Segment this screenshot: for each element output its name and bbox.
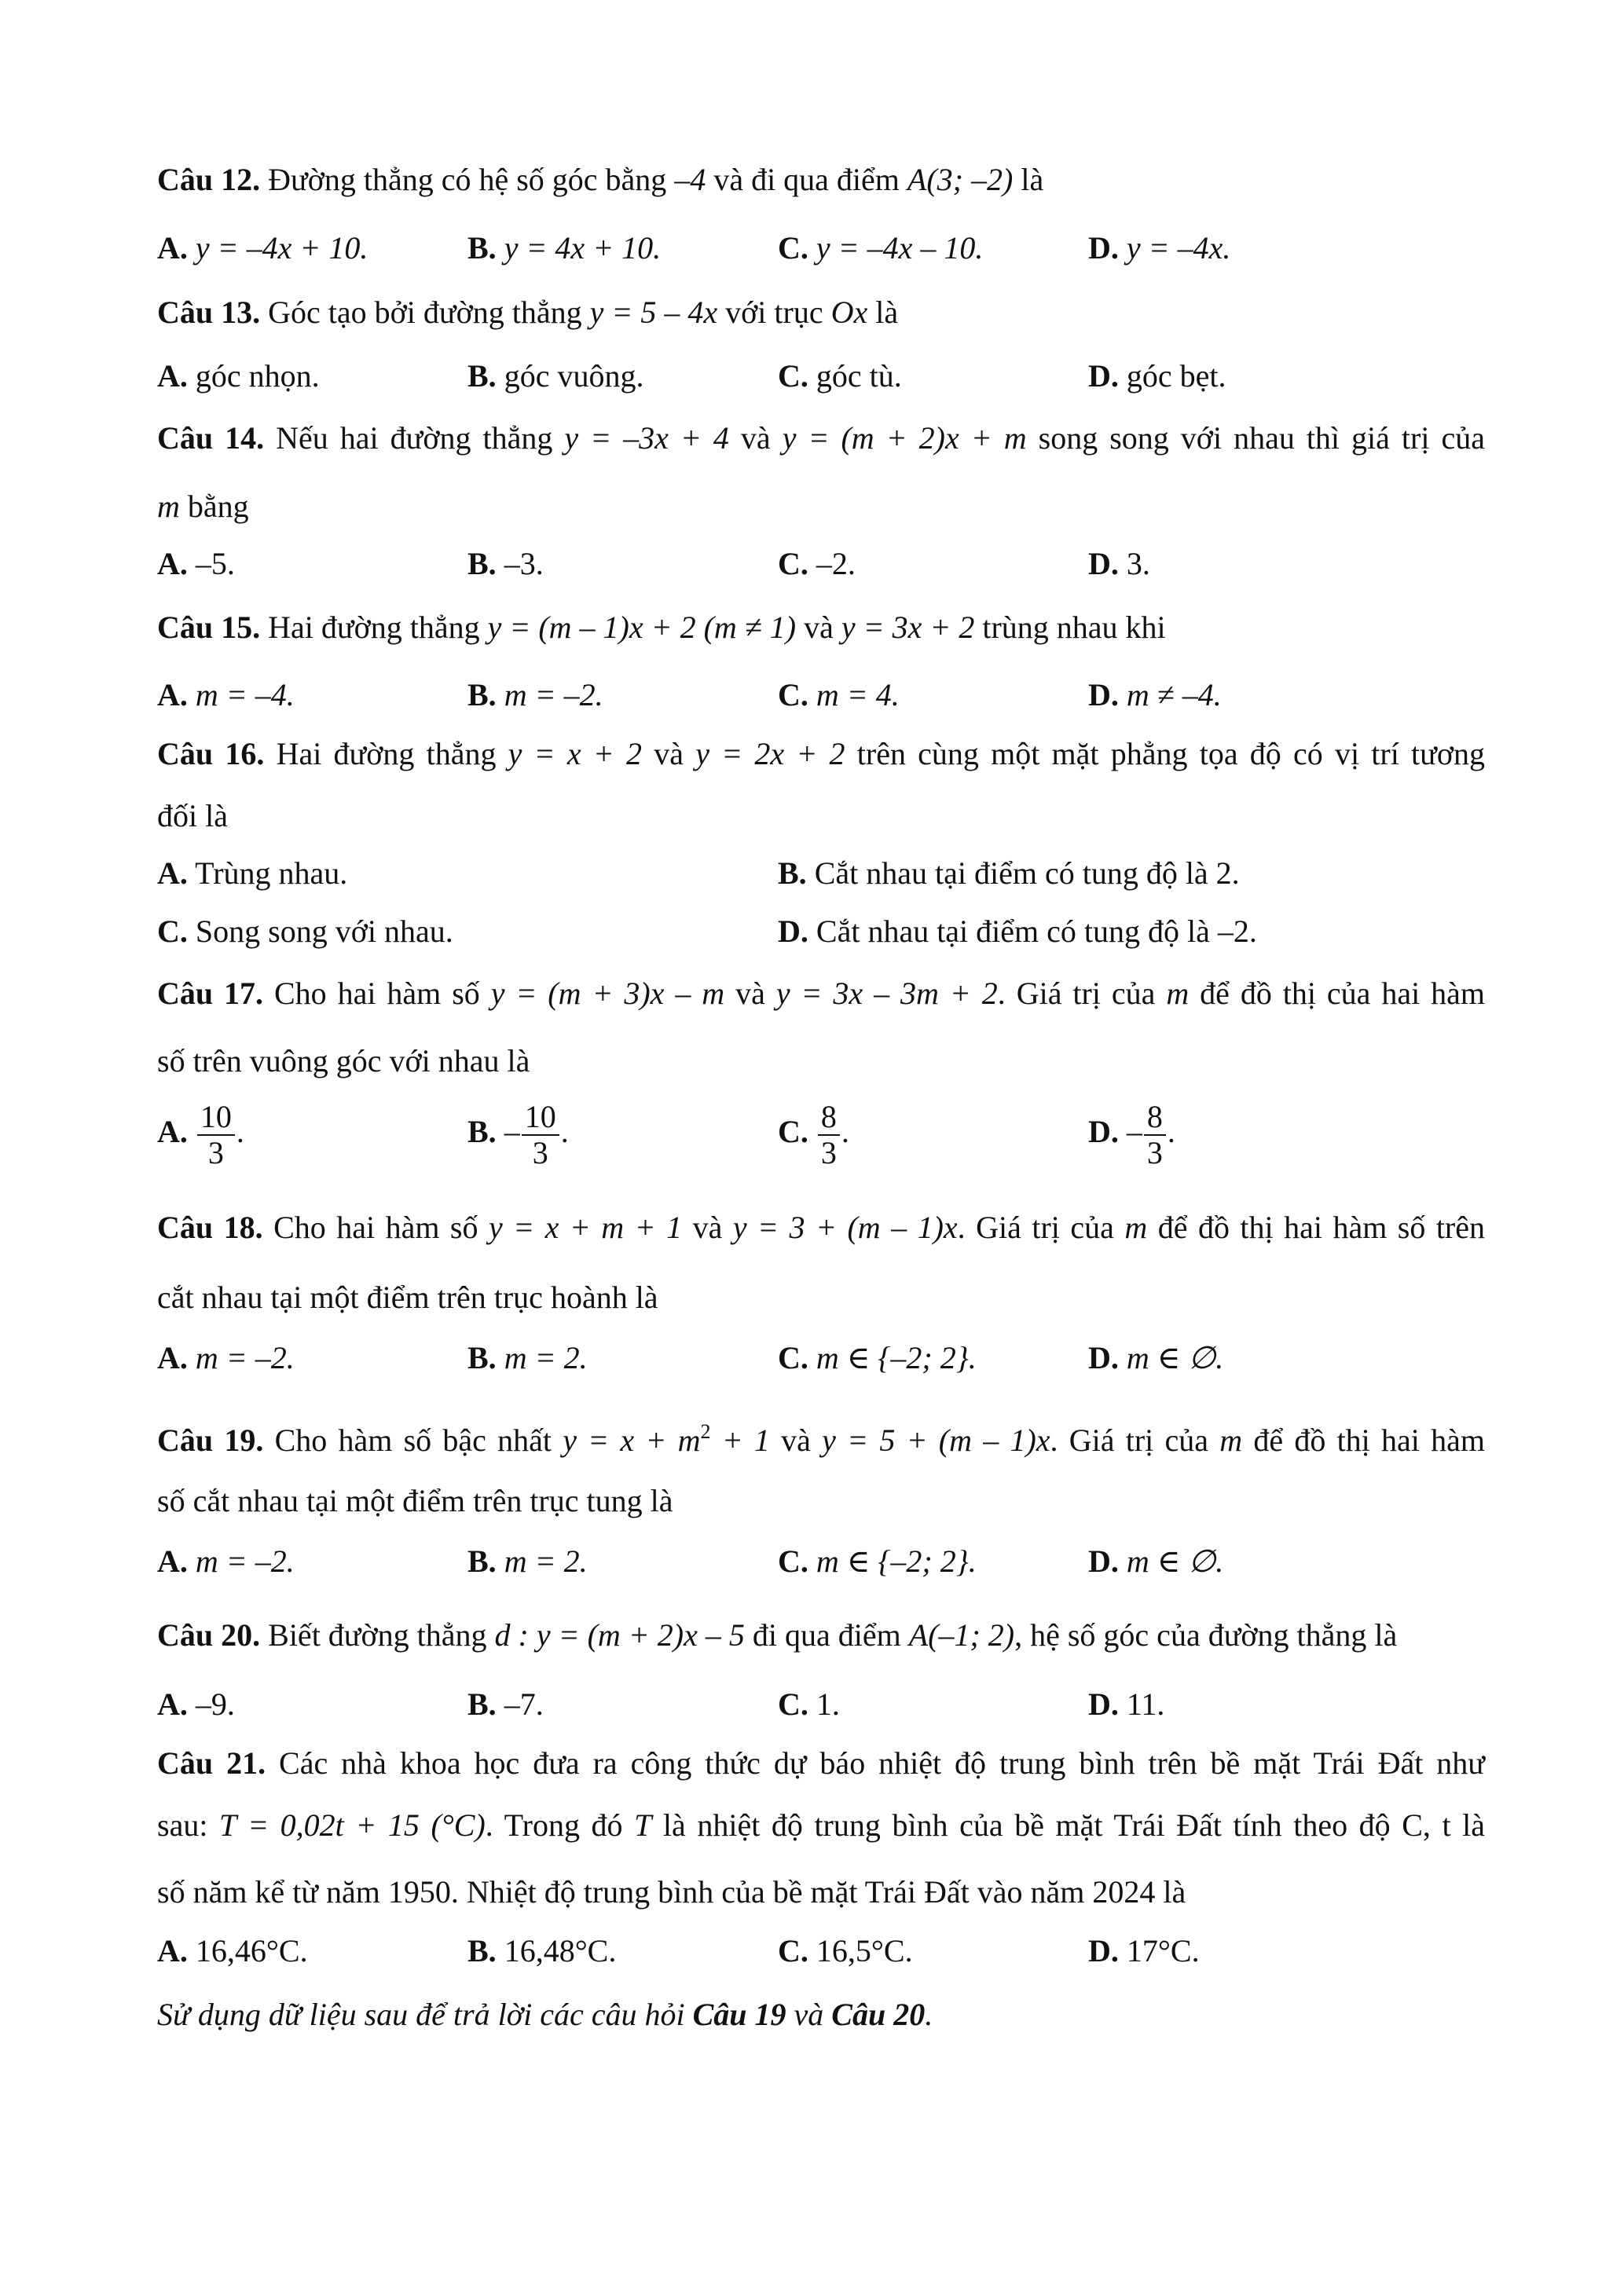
- option-letter: A.: [157, 677, 188, 712]
- question-21-stem-line3: số năm kể từ năm 1950. Nhiệt độ trung bình của bề mặt Trái Đất vào năm 2024 là: [157, 1874, 1186, 1910]
- option-text: góc vuông.: [504, 358, 644, 394]
- math-expr: Ox: [830, 295, 868, 330]
- numerator: 10: [197, 1100, 235, 1136]
- option-text: m = –2.: [195, 1543, 295, 1579]
- option-a[interactable]: A. $\frac{10}{3}$ .: [157, 1099, 244, 1170]
- option-c[interactable]: [778, 357, 902, 395]
- option-d[interactable]: [1088, 1543, 1223, 1580]
- fraction: [818, 1100, 840, 1170]
- option-text: m = 2.: [504, 1340, 588, 1375]
- option-d[interactable]: [1088, 357, 1226, 395]
- option-letter: B.: [467, 1933, 497, 1968]
- option-text: –2.: [816, 546, 856, 581]
- math-expr: m: [1166, 976, 1190, 1011]
- option-letter: C.: [778, 1933, 808, 1968]
- option-letter: D.: [1088, 1686, 1119, 1722]
- math-expr: A(3; –2): [907, 162, 1014, 197]
- option-text: m ∈ ∅.: [1126, 1340, 1224, 1375]
- stem-text: là: [867, 295, 899, 330]
- question-label: Câu 18.: [157, 1210, 263, 1245]
- option-a[interactable]: [157, 676, 295, 714]
- stem-text: Nếu hai đường thẳng: [264, 420, 565, 456]
- option-letter: C.: [778, 1340, 808, 1375]
- stem-text: để đồ thị hai hàm số trên: [1147, 1210, 1485, 1245]
- option-b[interactable]: [467, 545, 544, 583]
- math-expr: –4: [674, 162, 706, 197]
- stem-text: sau:: [157, 1807, 219, 1843]
- option-d[interactable]: [1088, 676, 1222, 714]
- fraction: [522, 1100, 559, 1170]
- option-text: m = 4.: [816, 677, 900, 712]
- option-text: 16,5°C.: [816, 1933, 913, 1968]
- option-text: m = –4.: [195, 677, 295, 712]
- stem-text: Cho hai hàm số: [263, 976, 491, 1011]
- option-letter: D.: [1088, 1543, 1119, 1579]
- question-18-stem: [157, 1209, 1485, 1247]
- option-letter: A.: [157, 546, 188, 581]
- stem-text: với trục: [717, 295, 831, 330]
- option-letter: C.: [778, 230, 808, 265]
- option-text: góc tù.: [816, 358, 902, 394]
- question-label: Câu 20.: [157, 1617, 261, 1653]
- question-19-stem: [157, 1413, 1485, 1459]
- option-a[interactable]: [157, 1543, 295, 1580]
- stem-text: và: [724, 976, 776, 1011]
- option-letter: B.: [467, 230, 497, 265]
- option-text: Trùng nhau.: [195, 855, 348, 891]
- option-letter: D.: [1088, 1114, 1119, 1150]
- question-12-stem: [157, 161, 1043, 199]
- option-b[interactable]: [467, 1686, 544, 1723]
- math-expr: y = 2x + 2: [695, 736, 845, 771]
- stem-text: và: [796, 610, 841, 645]
- option-text: –9.: [195, 1686, 235, 1722]
- stem-text: . Trong đó: [485, 1807, 635, 1843]
- question-13-stem: [157, 294, 898, 331]
- fraction: [197, 1100, 235, 1170]
- stem-text: và: [728, 420, 783, 456]
- stem-text: và: [682, 1210, 733, 1245]
- math-expr: m: [1219, 1423, 1243, 1458]
- option-b[interactable]: [467, 1339, 588, 1377]
- option-a[interactable]: [157, 229, 368, 267]
- option-letter: D.: [1088, 677, 1119, 712]
- usage-note: [157, 1996, 933, 2034]
- option-letter: C.: [778, 358, 808, 394]
- denominator: 3: [207, 1135, 224, 1170]
- option-d[interactable]: D. – $\frac{8}{3}$ .: [1088, 1099, 1175, 1170]
- option-d[interactable]: [778, 913, 1257, 950]
- option-b[interactable]: B. – $\frac{10}{3}$ .: [467, 1099, 569, 1170]
- stem-text: . Giá trị của: [997, 976, 1167, 1011]
- question-label: Câu 19.: [157, 1423, 264, 1458]
- note-text: Sử dụng dữ liệu sau để trả lời các câu hỏi: [157, 1997, 693, 2032]
- stem-text: Biết đường thẳng: [260, 1617, 495, 1653]
- option-letter: A.: [157, 230, 188, 265]
- denominator: 3: [820, 1135, 837, 1170]
- question-14-stem: [157, 419, 1485, 457]
- exponent: 2: [700, 1420, 711, 1443]
- option-text: góc nhọn.: [195, 358, 320, 394]
- option-letter: B.: [467, 358, 497, 394]
- math-expr: y = –3x + 4: [564, 420, 729, 456]
- numerator: 10: [522, 1100, 559, 1136]
- stem-text: Hai đường thẳng: [264, 736, 508, 771]
- option-c[interactable]: [778, 676, 900, 714]
- math-expr: y = x + m: [563, 1423, 701, 1458]
- option-d[interactable]: [1088, 1339, 1223, 1377]
- question-label: Câu 14.: [157, 420, 265, 456]
- option-letter: B.: [467, 1114, 497, 1150]
- option-letter: D.: [1088, 1340, 1119, 1375]
- option-text: Cắt nhau tại điểm có tung độ là 2.: [814, 855, 1240, 891]
- option-letter: C.: [778, 1686, 808, 1722]
- option-text: y = –4x – 10.: [816, 230, 984, 265]
- option-text: –7.: [504, 1686, 544, 1722]
- stem-text: Cho hàm số bậc nhất: [263, 1423, 563, 1458]
- math-expr: y = 3x – 3m + 2: [775, 976, 998, 1011]
- option-text: m = 2.: [504, 1543, 588, 1579]
- stem-text: bằng: [179, 489, 249, 524]
- stem-text: để đồ thị hai hàm: [1242, 1423, 1485, 1458]
- option-letter: C.: [778, 546, 808, 581]
- stem-text: Đường thẳng có hệ số góc bằng: [260, 162, 675, 197]
- option-text: Cắt nhau tại điểm có tung độ là –2.: [816, 914, 1257, 949]
- option-letter: A.: [157, 358, 188, 394]
- option-b[interactable]: [467, 1543, 588, 1580]
- question-label: Câu 17.: [157, 976, 264, 1011]
- option-text: góc bẹt.: [1126, 358, 1226, 394]
- math-expr: T: [634, 1807, 652, 1843]
- stem-text: . Giá trị của: [1050, 1423, 1220, 1458]
- option-d[interactable]: [1088, 1686, 1164, 1723]
- option-a[interactable]: [157, 357, 320, 395]
- option-b[interactable]: [778, 855, 1240, 892]
- option-letter: B.: [467, 1686, 497, 1722]
- math-expr: y = x + m + 1: [488, 1210, 683, 1245]
- option-letter: D.: [778, 914, 808, 949]
- math-expr: y = (m + 3)x – m: [490, 976, 725, 1011]
- option-letter: B.: [467, 1543, 497, 1579]
- option-text: 16,48°C.: [504, 1933, 617, 1968]
- option-text: m ∈ {–2; 2}.: [816, 1340, 977, 1375]
- option-text: 16,46°C.: [195, 1933, 308, 1968]
- stem-text: , hệ số góc của đường thẳng là: [1014, 1617, 1398, 1653]
- option-b[interactable]: [467, 676, 603, 714]
- option-d[interactable]: [1088, 545, 1150, 583]
- option-text: y = –4x.: [1126, 230, 1231, 265]
- math-expr: y = x + 2: [508, 736, 643, 771]
- stem-text: là: [1013, 162, 1044, 197]
- stem-text: và: [642, 736, 696, 771]
- option-sign: –: [1126, 1114, 1142, 1150]
- option-letter: A.: [157, 1686, 188, 1722]
- stem-text: song song với nhau thì giá trị của: [1026, 420, 1485, 456]
- option-letter: A.: [157, 855, 188, 891]
- question-label: Câu 12.: [157, 162, 261, 197]
- option-a[interactable]: [157, 545, 235, 583]
- question-20-stem: [157, 1617, 1397, 1654]
- option-b[interactable]: [467, 357, 643, 395]
- note-text: .: [925, 1997, 933, 2032]
- denominator: 3: [532, 1135, 548, 1170]
- option-text: 11.: [1126, 1686, 1165, 1722]
- note-question-ref: Câu 20: [831, 1997, 926, 2032]
- option-letter: A.: [157, 1114, 188, 1150]
- option-letter: A.: [157, 1340, 188, 1375]
- option-letter: B.: [467, 677, 497, 712]
- option-letter: B.: [778, 855, 807, 891]
- option-text: y = 4x + 10.: [504, 230, 662, 265]
- stem-text: đi qua điểm: [744, 1617, 909, 1653]
- stem-text: và đi qua điểm: [706, 162, 907, 197]
- denominator: 3: [1146, 1135, 1163, 1170]
- question-17-stem-line2: số trên vuông góc với nhau là: [157, 1043, 530, 1078]
- option-c[interactable]: [157, 913, 453, 950]
- option-letter: D.: [1088, 358, 1119, 394]
- question-18-stem-line2: cắt nhau tại một điểm trên trục hoành là: [157, 1280, 658, 1315]
- math-expr: + 1: [710, 1423, 770, 1458]
- option-text: m ≠ –4.: [1126, 677, 1222, 712]
- stem-text: để đồ thị của hai hàm: [1189, 976, 1486, 1011]
- option-text: 1.: [816, 1686, 840, 1722]
- math-expr: y = (m – 1)x + 2 (m ≠ 1): [487, 610, 797, 645]
- question-14-stem-line2: [157, 488, 249, 525]
- option-text: –3.: [504, 546, 544, 581]
- option-c[interactable]: [778, 1543, 977, 1580]
- option-letter: D.: [1088, 230, 1119, 265]
- option-d[interactable]: [1088, 229, 1230, 267]
- option-letter: C.: [778, 1543, 808, 1579]
- option-c[interactable]: [778, 1686, 840, 1723]
- option-a[interactable]: [157, 1932, 308, 1970]
- option-text: 17°C.: [1126, 1933, 1200, 1968]
- option-text: –5.: [195, 546, 235, 581]
- note-question-ref: Câu 19: [692, 1997, 786, 2032]
- stem-text: . Giá trị của: [957, 1210, 1125, 1245]
- question-17-stem: [157, 975, 1485, 1013]
- fraction: [1144, 1100, 1166, 1170]
- question-19-stem-line2: số cắt nhau tại một điểm trên trục tung là: [157, 1483, 673, 1518]
- stem-text: Góc tạo bởi đường thẳng: [260, 295, 590, 330]
- stem-text: trên cùng một mặt phẳng tọa độ có vị trí tương: [845, 736, 1486, 771]
- stem-text: Các nhà khoa học đưa ra công thức dự báo nhiệt độ trung bình trên bề mặt Trái Đất như: [266, 1745, 1485, 1781]
- question-21-stem: [157, 1745, 1485, 1782]
- math-expr: A(–1; 2): [908, 1617, 1015, 1653]
- option-a[interactable]: [157, 855, 347, 892]
- math-expr: y = (m + 2)x + m: [782, 420, 1027, 456]
- option-text: m = –2.: [195, 1340, 295, 1375]
- stem-text: là nhiệt độ trung bình của bề mặt Trái Đất tính theo độ C, t là: [651, 1807, 1486, 1843]
- option-letter: A.: [157, 1933, 188, 1968]
- option-letter: C.: [778, 1114, 808, 1150]
- option-a[interactable]: [157, 1686, 235, 1723]
- stem-text: trùng nhau khi: [974, 610, 1166, 645]
- option-text: y = –4x + 10.: [195, 230, 368, 265]
- stem-text: Hai đường thẳng: [260, 610, 488, 645]
- question-15-stem: [157, 609, 1166, 646]
- math-expr: T = 0,02t + 15 (°C): [219, 1807, 486, 1843]
- math-expr: y = 5 – 4x: [589, 295, 718, 330]
- option-c[interactable]: [778, 545, 856, 583]
- math-expr: y = 3 + (m – 1)x: [732, 1210, 958, 1245]
- stem-text: Cho hai hàm số: [262, 1210, 489, 1245]
- option-letter: A.: [157, 1543, 188, 1579]
- option-letter: B.: [467, 1340, 497, 1375]
- option-letter: D.: [1088, 546, 1119, 581]
- option-text: m ∈ {–2; 2}.: [816, 1543, 977, 1579]
- math-expr: y = 3x + 2: [841, 610, 975, 645]
- question-label: Câu 21.: [157, 1745, 266, 1781]
- question-21-stem-line2: [157, 1807, 1485, 1844]
- question-label: Câu 13.: [157, 295, 261, 330]
- option-text: 3.: [1126, 546, 1150, 581]
- option-letter: B.: [467, 546, 497, 581]
- option-a[interactable]: [157, 1339, 295, 1377]
- question-label: Câu 15.: [157, 610, 261, 645]
- question-16-stem: [157, 735, 1485, 773]
- question-label: Câu 16.: [157, 736, 265, 771]
- option-c[interactable]: [778, 229, 983, 267]
- question-16-stem-line2: đối là: [157, 798, 228, 833]
- math-expr: y = 5 + (m – 1)x: [822, 1423, 1050, 1458]
- option-c[interactable]: [778, 1339, 977, 1377]
- option-text: Song song với nhau.: [195, 914, 453, 949]
- option-letter: D.: [1088, 1933, 1119, 1968]
- math-expr: d : y = (m + 2)x – 5: [494, 1617, 745, 1653]
- numerator: 8: [1144, 1100, 1166, 1136]
- option-d[interactable]: [1088, 1932, 1200, 1970]
- option-sign: –: [504, 1114, 520, 1150]
- option-c[interactable]: [778, 1932, 913, 1970]
- stem-text: và: [769, 1423, 823, 1458]
- option-b[interactable]: [467, 229, 661, 267]
- numerator: 8: [818, 1100, 840, 1136]
- math-expr: m: [1124, 1210, 1148, 1245]
- option-c[interactable]: C. $\frac{8}{3}$ .: [778, 1099, 849, 1170]
- option-letter: C.: [778, 677, 808, 712]
- option-b[interactable]: [467, 1932, 616, 1970]
- option-letter: C.: [157, 914, 188, 949]
- math-expr: m: [157, 489, 180, 524]
- note-text: và: [786, 1997, 832, 2032]
- option-text: m ∈ ∅.: [1126, 1543, 1224, 1579]
- option-text: m = –2.: [504, 677, 603, 712]
